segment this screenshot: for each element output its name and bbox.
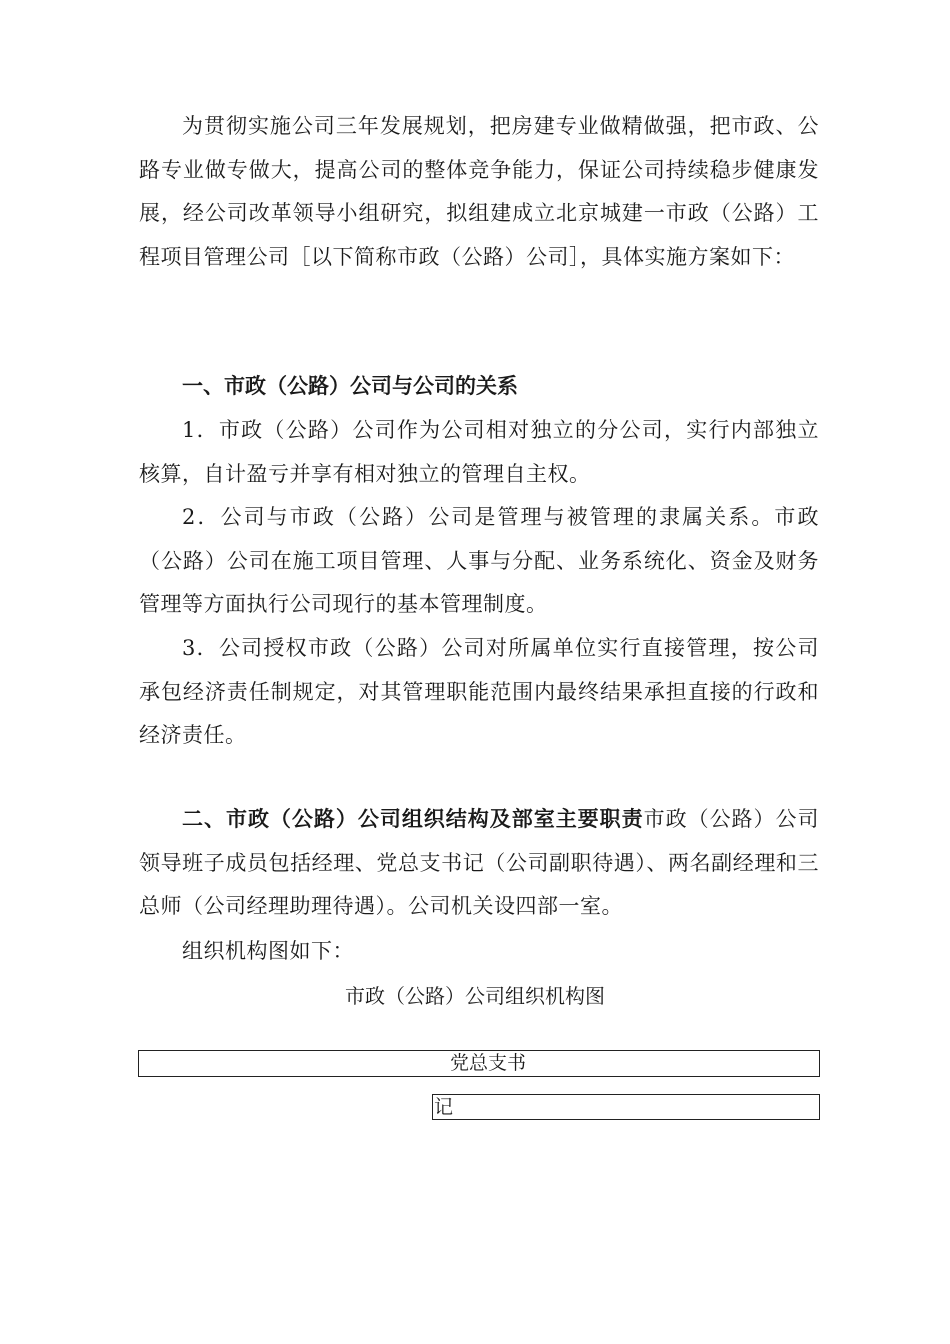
intro-paragraph: 为贯彻实施公司三年发展规划，把房建专业做精做强，把市政、公路专业做专做大，提高公司的整体竞争能力，保证公司持续稳步健康发展，经公司改革领导小组研究，拟组建成立北京城建一市政（公路）工程项目管理公司［以下简称市政（公路）公司］，具体实施方案如下： — [139, 114, 819, 269]
org-box-continuation: 记 — [432, 1094, 820, 1120]
section1-item-1: 1．市政（公路）公司作为公司相对独立的分公司，实行内部独立核算，自计盈亏并享有相对独立的管理自主权。 — [139, 418, 819, 486]
org-chart-intro: 组织机构图如下： — [182, 939, 354, 963]
section2-paragraph — [139, 798, 819, 929]
section1-heading: 一、市政（公路）公司与公司的关系 — [182, 374, 518, 398]
section2-body: 市政（公路）公司领导班子成员包括经理、党总支书记（公司副职待遇）、两名副经理和三总师（公司经理助理待遇）。公司机关设四部一室。 — [139, 807, 819, 918]
org-box-party-secretary: 党总支书 — [138, 1050, 820, 1077]
section2-heading: 二、市政（公路）公司组织结构及部室主要职责 — [182, 807, 644, 831]
section1-item-2: 2．公司与市政（公路）公司是管理与被管理的隶属关系。市政（公路）公司在施工项目管理、人事与分配、业务系统化、资金及财务管理等方面执行公司现行的基本管理制度。 — [139, 505, 819, 616]
section1-item-3: 3．公司授权市政（公路）公司对所属单位实行直接管理，按公司承包经济责任制规定，对其管理职能范围内最终结果承担直接的行政和经济责任。 — [139, 636, 819, 747]
org-chart-title: 市政（公路）公司组织机构图 — [345, 984, 605, 1008]
